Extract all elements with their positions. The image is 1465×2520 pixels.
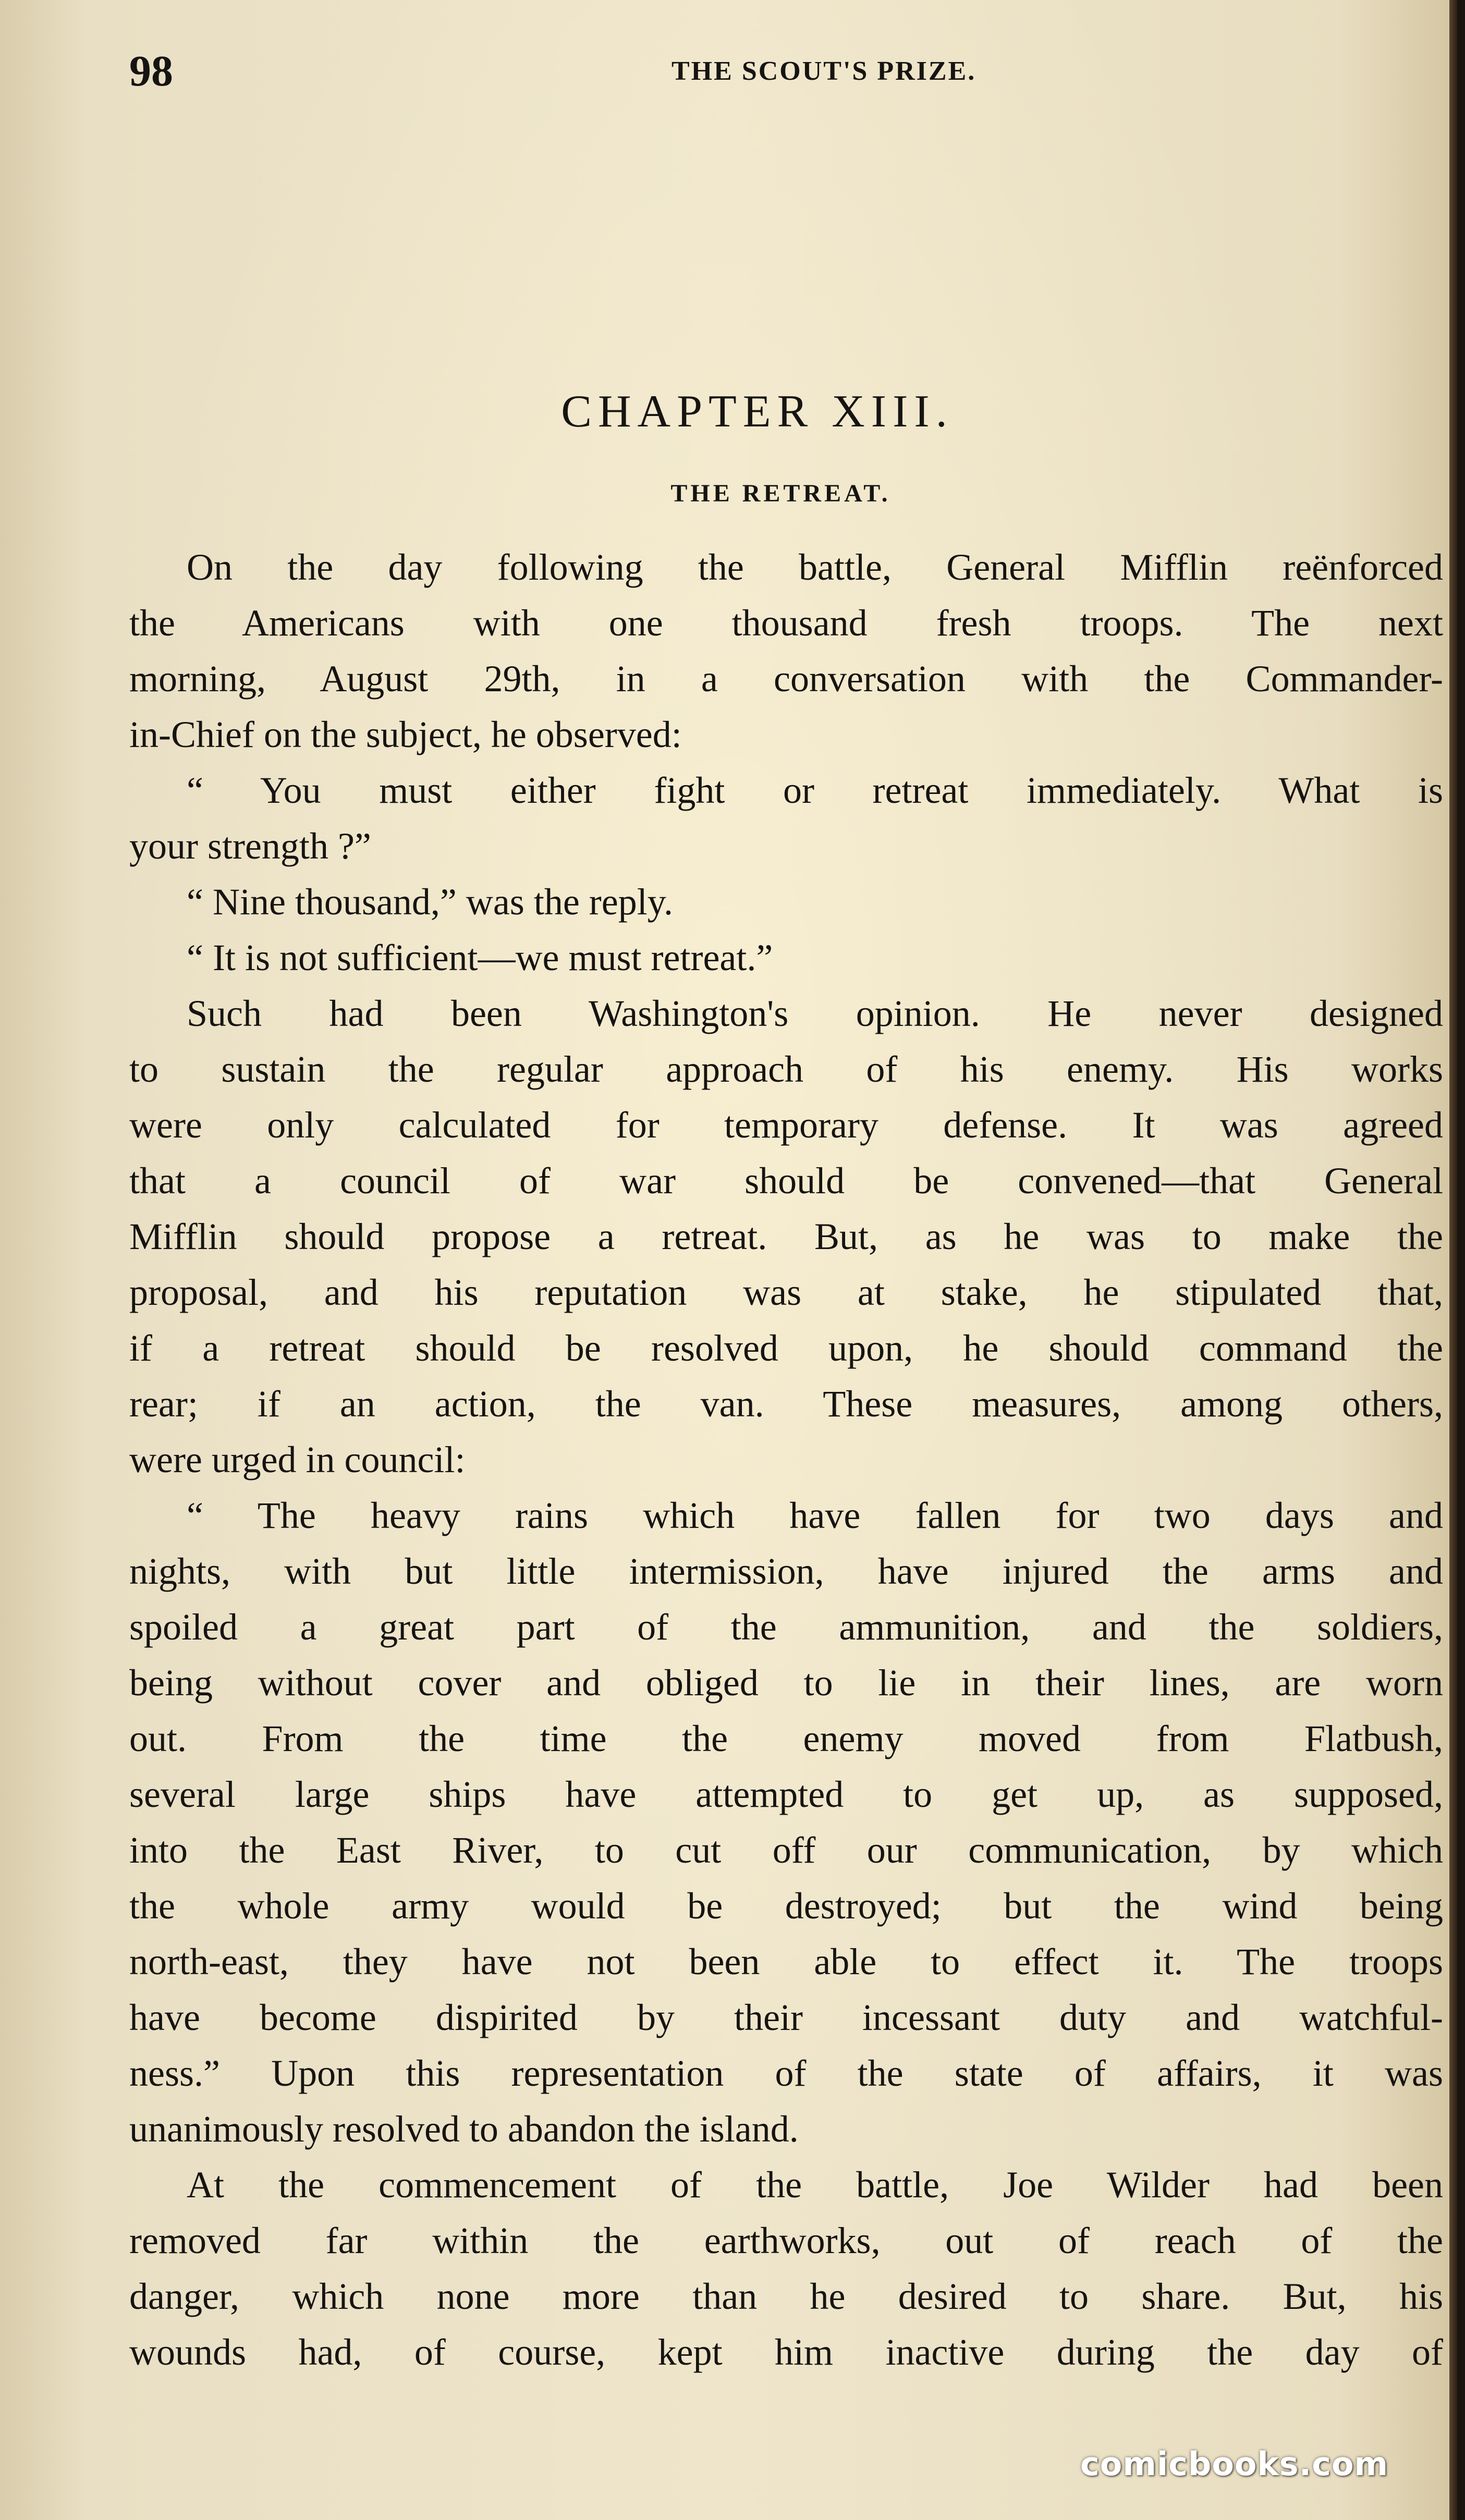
page-edge [1449,0,1457,2520]
text-line: to sustain the regular approach of his enemy. His works [129,1048,1443,1090]
text-line: were urged in council: [129,1439,466,1481]
text-line: in-Chief on the subject, he observed: [129,714,682,755]
text-line: the Americans with one thousand fresh troops. The next [129,602,1443,644]
text-line: nights, with but little intermission, have injured the arms and [129,1550,1443,1592]
text-line: At the commencement of the battle, Joe Wilder had been [187,2164,1443,2206]
text-line: unanimously resolved to abandon the island. [129,2108,799,2150]
text-line: proposal, and his reputation was at stake, he stipulated that, [129,1271,1443,1313]
page-number: 98 [129,47,173,95]
text-line: out. From the time the enemy moved from Flatbush, [129,1718,1443,1759]
text-line: north-east, they have not been able to effect it. The troops [129,1941,1443,1983]
text-line: being without cover and obliged to lie in their lines, are worn [129,1662,1443,1704]
text-line: Mifflin should propose a retreat. But, as he was to make the [129,1216,1443,1257]
page-header [129,48,1443,95]
text-line: “ It is not sufficient—we must retreat.” [187,937,773,978]
text-line: into the East River, to cut off our communication, by which [129,1829,1443,1871]
text-line: removed far within the earthworks, out of reach of the [129,2220,1443,2261]
text-line: several large ships have attempted to get up, as supposed, [129,1773,1443,1815]
text-line: “ Nine thousand,” was the reply. [187,881,674,923]
text-line: danger, which none more than he desired to share. But, his [129,2276,1443,2317]
text-line: if a retreat should be resolved upon, he should command the [129,1327,1443,1369]
text-line: that a council of war should be convened—that General [129,1160,1443,1202]
text-line: your strength ?” [129,825,371,867]
running-head: THE SCOUT'S PRIZE. [672,56,976,86]
text-line: spoiled a great part of the ammunition, and the soldiers, [129,1606,1443,1648]
text-line: ness.” Upon this representation of the state of affairs, it was [129,2052,1443,2094]
text-line: Such had been Washington's opinion. He never designed [187,993,1443,1034]
body-text [129,540,1443,2380]
text-line: “ You must either fight or retreat immediately. What is [187,769,1443,811]
text-line: On the day following the battle, General Mifflin reënforced [187,546,1443,588]
chapter-subtitle: THE RETREAT. [670,480,891,507]
chapter-title: CHAPTER XIII. [561,386,954,437]
text-line: were only calculated for temporary defense. It was agreed [129,1104,1443,1146]
text-line: morning, August 29th, in a conversation with the Commander- [129,658,1443,700]
text-line: the whole army would be destroyed; but the wind being [129,1885,1443,1927]
text-line: wounds had, of course, kept him inactive during the day of [129,2331,1443,2373]
text-line: rear; if an action, the van. These measures, among others, [129,1383,1443,1425]
text-line: have become dispirited by their incessant duty and watchful- [129,1997,1443,2038]
text-line: “ The heavy rains which have fallen for two days and [187,1495,1443,1536]
watermark-text: comicbooks.com [1080,2445,1389,2483]
